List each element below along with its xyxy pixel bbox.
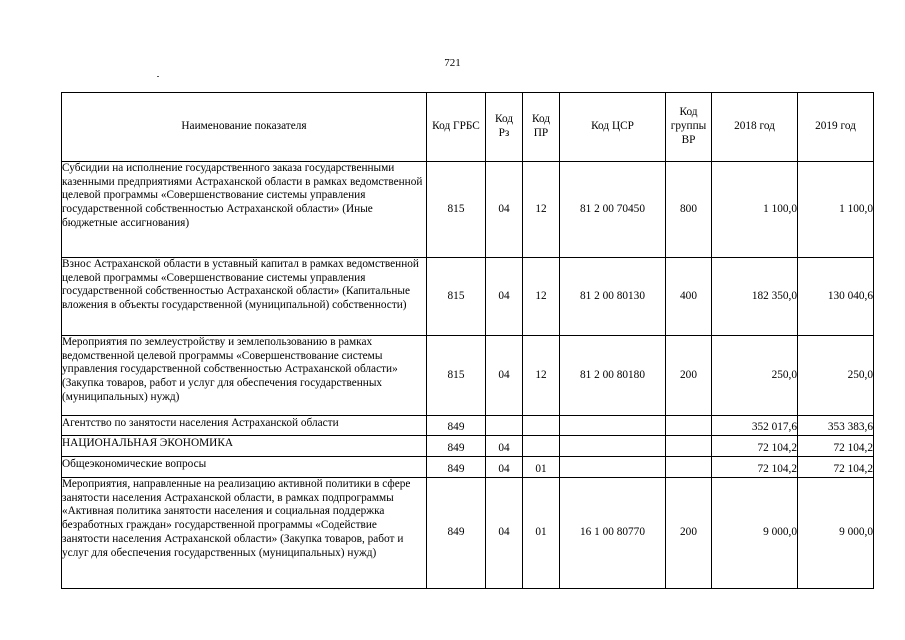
row-csr: 81 2 00 70450 bbox=[560, 162, 666, 258]
header-pr: Код ПР bbox=[523, 93, 560, 162]
row-pr: 01 bbox=[523, 457, 560, 478]
scan-speck bbox=[157, 76, 159, 77]
row-rz: 04 bbox=[486, 258, 523, 336]
table-header-row bbox=[62, 93, 874, 162]
row-grbs: 815 bbox=[427, 162, 486, 258]
header-vr: Код группы ВР bbox=[666, 93, 712, 162]
row-grbs: 849 bbox=[427, 478, 486, 589]
row-pr: 12 bbox=[523, 258, 560, 336]
row-2019: 1 100,0 bbox=[798, 162, 874, 258]
row-csr bbox=[560, 416, 666, 436]
row-grbs: 849 bbox=[427, 416, 486, 436]
row-pr: 12 bbox=[523, 162, 560, 258]
table-row bbox=[62, 436, 874, 457]
row-name: Мероприятия по землеустройству и землепользованию в рамках ведомственной целевой программы «Совершенствование системы управления государственной собственностью Астраханской области» (Закупка товаров, работ и услуг для обеспечения государственных (муниципальных) нужд) bbox=[62, 336, 427, 416]
row-rz: 04 bbox=[486, 162, 523, 258]
row-rz: 04 bbox=[486, 457, 523, 478]
row-vr: 200 bbox=[666, 336, 712, 416]
row-2018: 72 104,2 bbox=[712, 436, 798, 457]
row-csr: 81 2 00 80130 bbox=[560, 258, 666, 336]
row-name: Взнос Астраханской области в уставный капитал в рамках ведомственной целевой программы «Совершенствование системы управления государственной собственностью Астраханской области» (Капитальные вложения в объекты государственной (муниципальной) собственности) bbox=[62, 258, 427, 336]
row-rz: 04 bbox=[486, 478, 523, 589]
row-csr bbox=[560, 436, 666, 457]
row-csr bbox=[560, 457, 666, 478]
table-row bbox=[62, 478, 874, 589]
table-row bbox=[62, 416, 874, 436]
row-pr bbox=[523, 416, 560, 436]
row-name: Субсидии на исполнение государственного заказа государственными казенными предприятиями Астраханской области в рамках ведомственной целевой программы «Совершенствование системы управления государственной собственностью Астраханской области» (Иные бюджетные ассигнования) bbox=[62, 162, 427, 258]
row-vr: 800 bbox=[666, 162, 712, 258]
row-2018: 72 104,2 bbox=[712, 457, 798, 478]
row-rz: 04 bbox=[486, 436, 523, 457]
row-2019: 72 104,2 bbox=[798, 436, 874, 457]
row-vr: 200 bbox=[666, 478, 712, 589]
row-grbs: 849 bbox=[427, 436, 486, 457]
header-2018: 2018 год bbox=[712, 93, 798, 162]
table-row bbox=[62, 457, 874, 478]
row-2018: 9 000,0 bbox=[712, 478, 798, 589]
row-pr: 12 bbox=[523, 336, 560, 416]
row-rz: 04 bbox=[486, 336, 523, 416]
row-2019: 250,0 bbox=[798, 336, 874, 416]
row-name: Общеэкономические вопросы bbox=[62, 457, 427, 478]
header-rz: Код Рз bbox=[486, 93, 523, 162]
row-grbs: 849 bbox=[427, 457, 486, 478]
page-number: 721 bbox=[444, 57, 461, 69]
row-2019: 72 104,2 bbox=[798, 457, 874, 478]
header-2019: 2019 год bbox=[798, 93, 874, 162]
row-vr bbox=[666, 457, 712, 478]
row-2018: 250,0 bbox=[712, 336, 798, 416]
row-2018: 182 350,0 bbox=[712, 258, 798, 336]
row-name: НАЦИОНАЛЬНАЯ ЭКОНОМИКА bbox=[62, 436, 427, 457]
row-vr bbox=[666, 416, 712, 436]
row-name: Мероприятия, направленные на реализацию активной политики в сфере занятости населения Астраханской области, в рамках подпрограммы «Активная политика занятости населения и социальная поддержка безработных граждан» государственной программы «Содействие занятости населения Астраханской области» (Закупка товаров, работ и услуг для обеспечения государственных (муниципальных) нужд) bbox=[62, 478, 427, 589]
header-name: Наименование показателя bbox=[62, 93, 427, 162]
row-vr bbox=[666, 436, 712, 457]
table-row bbox=[62, 258, 874, 336]
row-vr: 400 bbox=[666, 258, 712, 336]
row-csr: 16 1 00 80770 bbox=[560, 478, 666, 589]
table-row bbox=[62, 336, 874, 416]
header-grbs: Код ГРБС bbox=[427, 93, 486, 162]
row-grbs: 815 bbox=[427, 336, 486, 416]
row-pr bbox=[523, 436, 560, 457]
row-rz bbox=[486, 416, 523, 436]
row-2019: 9 000,0 bbox=[798, 478, 874, 589]
row-2019: 353 383,6 bbox=[798, 416, 874, 436]
row-2018: 352 017,6 bbox=[712, 416, 798, 436]
row-name: Агентство по занятости населения Астраханской области bbox=[62, 416, 427, 436]
budget-table bbox=[61, 92, 874, 589]
table-row bbox=[62, 162, 874, 258]
row-2019: 130 040,6 bbox=[798, 258, 874, 336]
row-2018: 1 100,0 bbox=[712, 162, 798, 258]
row-grbs: 815 bbox=[427, 258, 486, 336]
row-pr: 01 bbox=[523, 478, 560, 589]
row-csr: 81 2 00 80180 bbox=[560, 336, 666, 416]
header-csr: Код ЦСР bbox=[560, 93, 666, 162]
